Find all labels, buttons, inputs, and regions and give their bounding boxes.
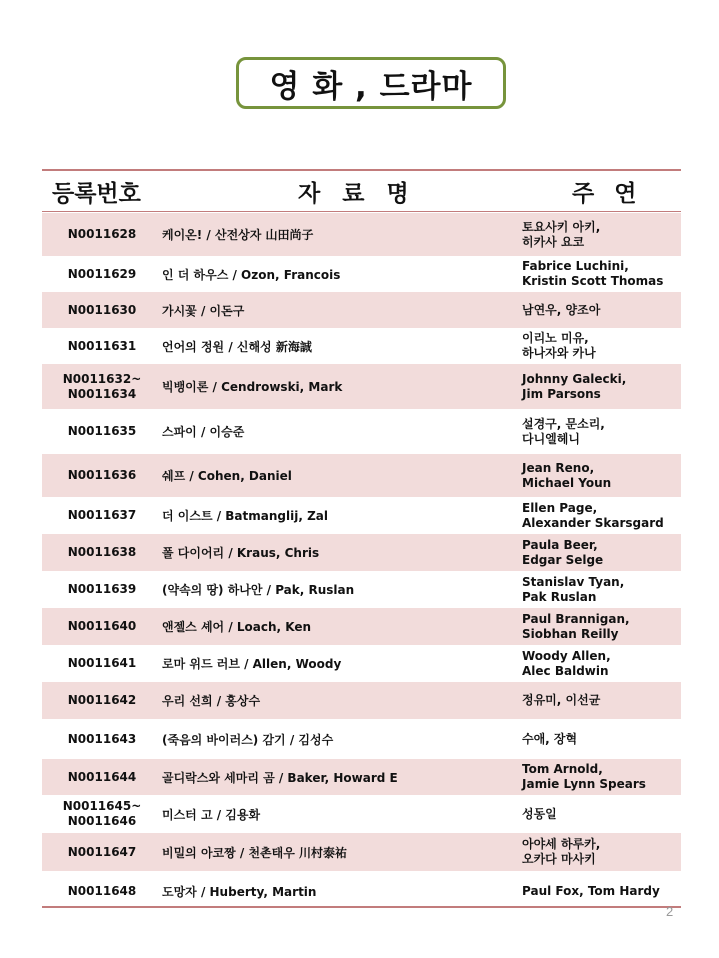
- title-cell: 미스터 고 / 김용화: [162, 807, 261, 822]
- cast-cell: Fabrice Luchini, Kristin Scott Thomas: [522, 259, 664, 288]
- cast-cell: 성동일: [522, 806, 557, 821]
- table-row: [42, 497, 681, 534]
- title-cell: 앤젤스 셰어 / Loach, Ken: [162, 620, 312, 634]
- cast-cell: Paula Beer, Edgar Selge: [522, 537, 604, 567]
- reg-no-cell: N0011640: [67, 619, 137, 633]
- reg-no-cell: N0011632~ N0011634: [62, 371, 142, 401]
- cast-cell: 이리노 미유, 하나자와 카나: [522, 331, 596, 360]
- cast-cell: Paul Fox, Tom Hardy: [522, 884, 660, 898]
- reg-no-cell: N0011642: [67, 693, 137, 707]
- reg-no-cell: N0011644: [67, 769, 137, 784]
- reg-no-cell: N0011635: [67, 424, 137, 438]
- table-row: [42, 292, 681, 328]
- title-cell: 빅뱅이론 / Cendrowski, Mark: [162, 380, 343, 394]
- title-cell: 케이온! / 산전상자 山田尚子: [162, 228, 314, 242]
- reg-no-cell: N0011631: [67, 338, 137, 353]
- table-row: [42, 833, 681, 871]
- reg-no-cell: N0011643: [67, 731, 137, 746]
- table-row: [42, 534, 681, 571]
- cast-cell: Ellen Page, Alexander Skarsgard: [522, 500, 664, 530]
- reg-no-cell: N0011639: [67, 582, 137, 596]
- reg-no-cell: N0011628: [67, 227, 137, 241]
- cast-cell: Paul Brannigan, Siobhan Reilly: [522, 611, 630, 641]
- cast-cell: 수애, 장혁: [522, 731, 578, 746]
- reg-no-cell: N0011637: [67, 508, 137, 522]
- reg-no-cell: N0011636: [67, 468, 137, 482]
- reg-no-cell: N0011647: [67, 844, 137, 859]
- table-row: [42, 645, 681, 682]
- title-cell: 우리 선희 / 홍상수: [162, 694, 261, 708]
- table-row: [42, 409, 681, 454]
- cast-cell: 토요사키 아키, 히카사 요코: [522, 219, 601, 249]
- header-rule: [42, 211, 681, 212]
- reg-no-cell: N0011629: [67, 266, 137, 281]
- title-cell: 인 더 하우스 / Ozon, Francois: [162, 267, 341, 282]
- cast-cell: Johnny Galecki, Jim Parsons: [522, 371, 627, 401]
- title-cell: (약속의 땅) 하나안 / Pak, Ruslan: [162, 583, 355, 597]
- cast-cell: 설경구, 문소리, 다니엘헤니: [522, 416, 605, 446]
- title-cell: (죽음의 바이러스) 감기 / 김성수: [162, 732, 334, 747]
- table-row: [42, 795, 681, 833]
- header-reg-no: 등록번호: [52, 180, 141, 207]
- title-cell: 골디락스와 세마리 곰 / Baker, Howard E: [162, 770, 398, 785]
- table-body: [42, 213, 681, 912]
- title-cell: 쉐프 / Cohen, Daniel: [162, 469, 292, 483]
- table-row: [42, 256, 681, 292]
- title-cell: 스파이 / 이승준: [162, 425, 245, 439]
- title-cell: 언어의 정원 / 신해성 新海誠: [162, 339, 312, 354]
- cast-cell: 정유미, 이선균: [522, 693, 601, 707]
- table-row: [42, 454, 681, 497]
- title-cell: 비밀의 아코짱 / 천촌태우 川村泰祐: [162, 845, 348, 860]
- cast-cell: Stanislav Tyan, Pak Ruslan: [522, 574, 625, 604]
- table-bottom-rule: [42, 906, 681, 908]
- table-row: [42, 682, 681, 719]
- header-cast: 주 연: [572, 180, 643, 207]
- table-row: [42, 328, 681, 364]
- table-row: [42, 608, 681, 645]
- cast-cell: Tom Arnold, Jamie Lynn Spears: [522, 762, 646, 791]
- table-row: [42, 719, 681, 759]
- title-cell: 더 이스트 / Batmanglij, Zal: [162, 509, 328, 523]
- page-number: 2: [666, 904, 674, 919]
- cast-cell: 아야세 하루카, 오카다 마사키: [522, 837, 601, 866]
- cast-cell: Jean Reno, Michael Youn: [522, 460, 612, 490]
- cast-cell: 남연우, 양조아: [522, 302, 601, 317]
- header-material: 자 료 명: [298, 180, 416, 207]
- title-cell: 도망자 / Huberty, Martin: [162, 885, 317, 899]
- table-row: [42, 213, 681, 256]
- reg-no-cell: N0011641: [67, 656, 137, 670]
- table-row: [42, 364, 681, 409]
- reg-no-cell: N0011645~ N0011646: [62, 799, 142, 828]
- title-cell: 폴 다이어리 / Kraus, Chris: [162, 546, 320, 560]
- page-title: 영 화 , 드라마: [236, 57, 506, 109]
- reg-no-cell: N0011648: [67, 884, 137, 898]
- cast-cell: Woody Allen, Alec Baldwin: [522, 648, 611, 678]
- title-cell: 가시꽃 / 이돈구: [162, 303, 245, 318]
- title-cell: 로마 위드 러브 / Allen, Woody: [162, 657, 342, 671]
- table-row: [42, 759, 681, 795]
- reg-no-cell: N0011630: [67, 302, 137, 317]
- table-row: [42, 571, 681, 608]
- reg-no-cell: N0011638: [67, 545, 137, 559]
